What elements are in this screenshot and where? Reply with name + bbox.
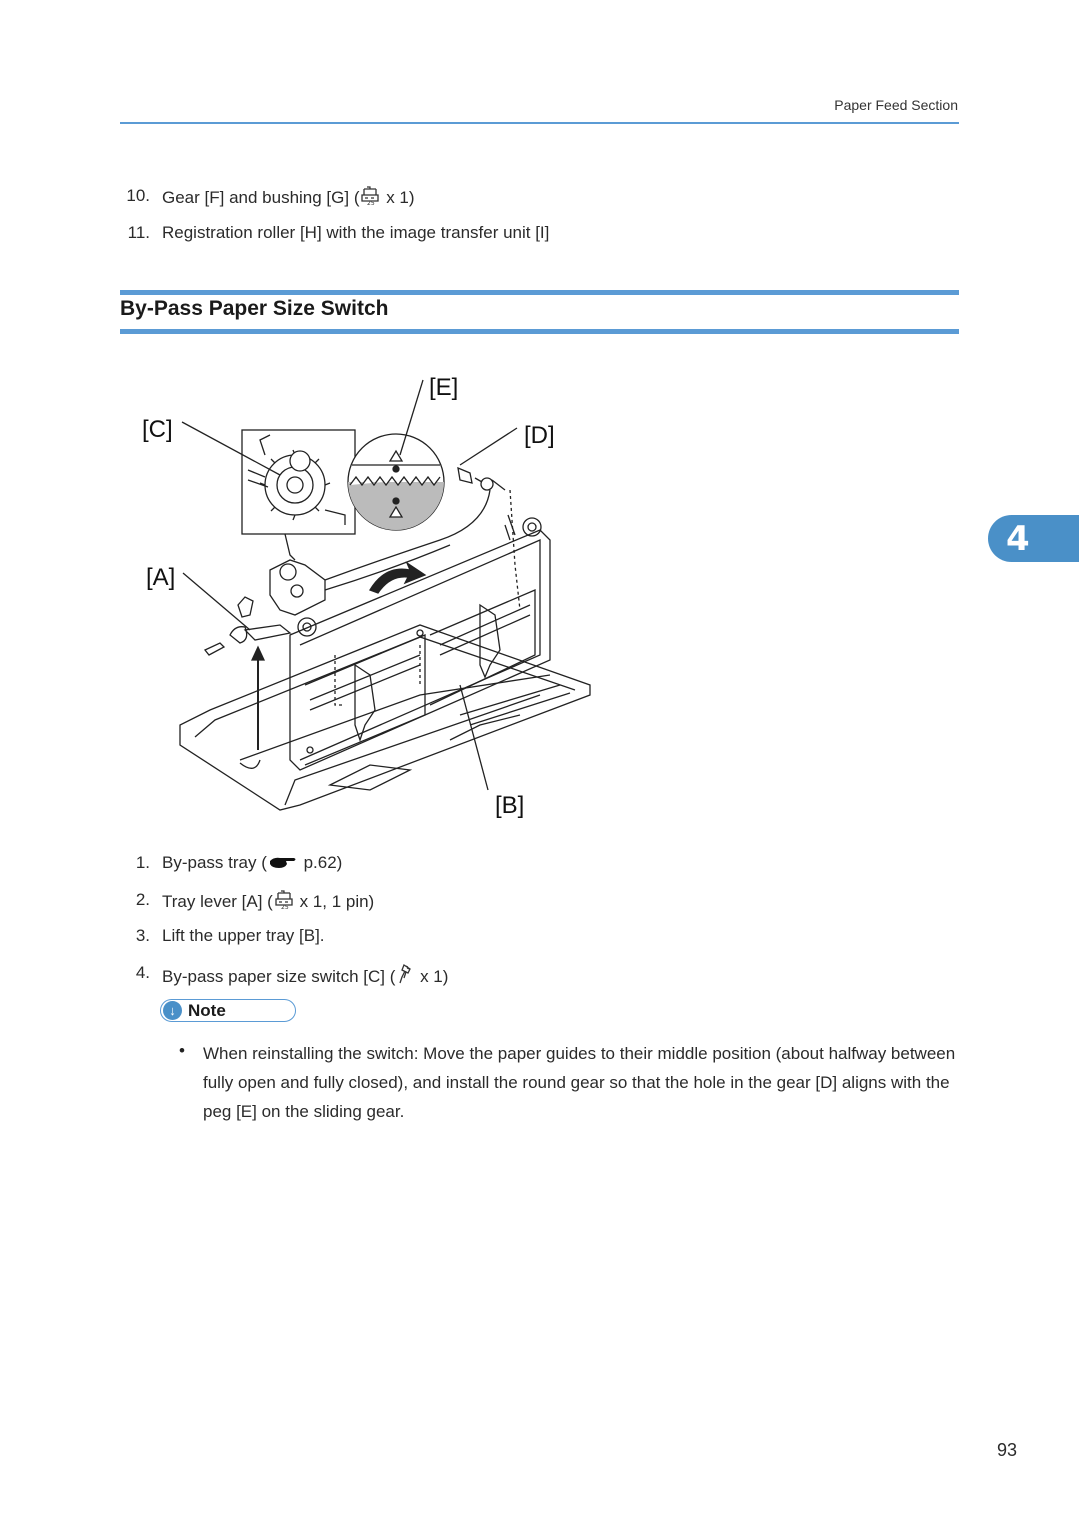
step-text-part: Gear [F] and bushing [G] ( <box>162 188 360 207</box>
paper-size-switch <box>270 560 325 615</box>
step-text <box>162 890 374 915</box>
running-header: Paper Feed Section <box>834 97 958 113</box>
step-text-part: p.62) <box>298 853 343 872</box>
step-text-part: x 1) <box>381 188 415 207</box>
step-text <box>162 963 448 990</box>
switch-illustration <box>120 365 620 825</box>
snap-ring-icon <box>360 186 380 211</box>
page-number: 93 <box>996 1440 1017 1460</box>
step-text <box>162 186 415 211</box>
note-text: When reinstalling the switch: Move the paper guides to their middle position (about halfway between fully open and fully closed), and install the round gear so that the hole in the gear [D] aligns with the peg [E] on the sliding gear. <box>203 1044 956 1121</box>
callout-c: [C] <box>142 416 173 443</box>
section-rule-top <box>120 290 959 295</box>
step-text-part: x 1, 1 pin) <box>294 892 375 911</box>
callout-d: [D] <box>524 422 555 449</box>
upper-tray-frame <box>290 530 550 770</box>
step-text <box>162 853 342 876</box>
step-number: 1. <box>135 853 150 872</box>
step-number: 11. <box>127 223 150 242</box>
svg-text:25: 25 <box>367 200 376 206</box>
note-label: Note <box>188 1001 226 1020</box>
step-number: 10. <box>126 186 150 205</box>
chapter-tab[interactable] <box>988 515 1079 562</box>
step-number: 2. <box>135 890 150 909</box>
step-text-part: By-pass paper size switch [C] ( <box>162 967 396 986</box>
section-title: By-Pass Paper Size Switch <box>120 297 389 320</box>
callout-e: [E] <box>429 374 459 401</box>
step-text-part: x 1) <box>415 967 449 986</box>
callout-a: [A] <box>146 564 176 591</box>
section-rule-bottom <box>120 329 959 334</box>
connector-icon <box>396 963 414 990</box>
step-text-part: By-pass tray ( <box>162 853 267 872</box>
step-text-part: Tray lever [A] ( <box>162 892 273 911</box>
step-text: Registration roller [H] with the image transfer unit [I] <box>162 223 550 242</box>
step-number: 4. <box>135 963 150 982</box>
step-text: Lift the upper tray [B]. <box>162 926 325 945</box>
note-bullet: • <box>179 1041 185 1060</box>
header-rule <box>120 122 959 124</box>
callout-b: [B] <box>495 792 525 819</box>
note-badge <box>160 999 296 1022</box>
down-arrow-icon: ↓ <box>163 1001 182 1020</box>
svg-text:25: 25 <box>280 904 289 910</box>
step-number: 3. <box>135 926 150 945</box>
pointing-hand-icon[interactable] <box>268 855 298 876</box>
snap-ring-icon <box>274 890 294 915</box>
chapter-number: 4 <box>1006 519 1030 559</box>
tray-lever <box>245 625 290 640</box>
